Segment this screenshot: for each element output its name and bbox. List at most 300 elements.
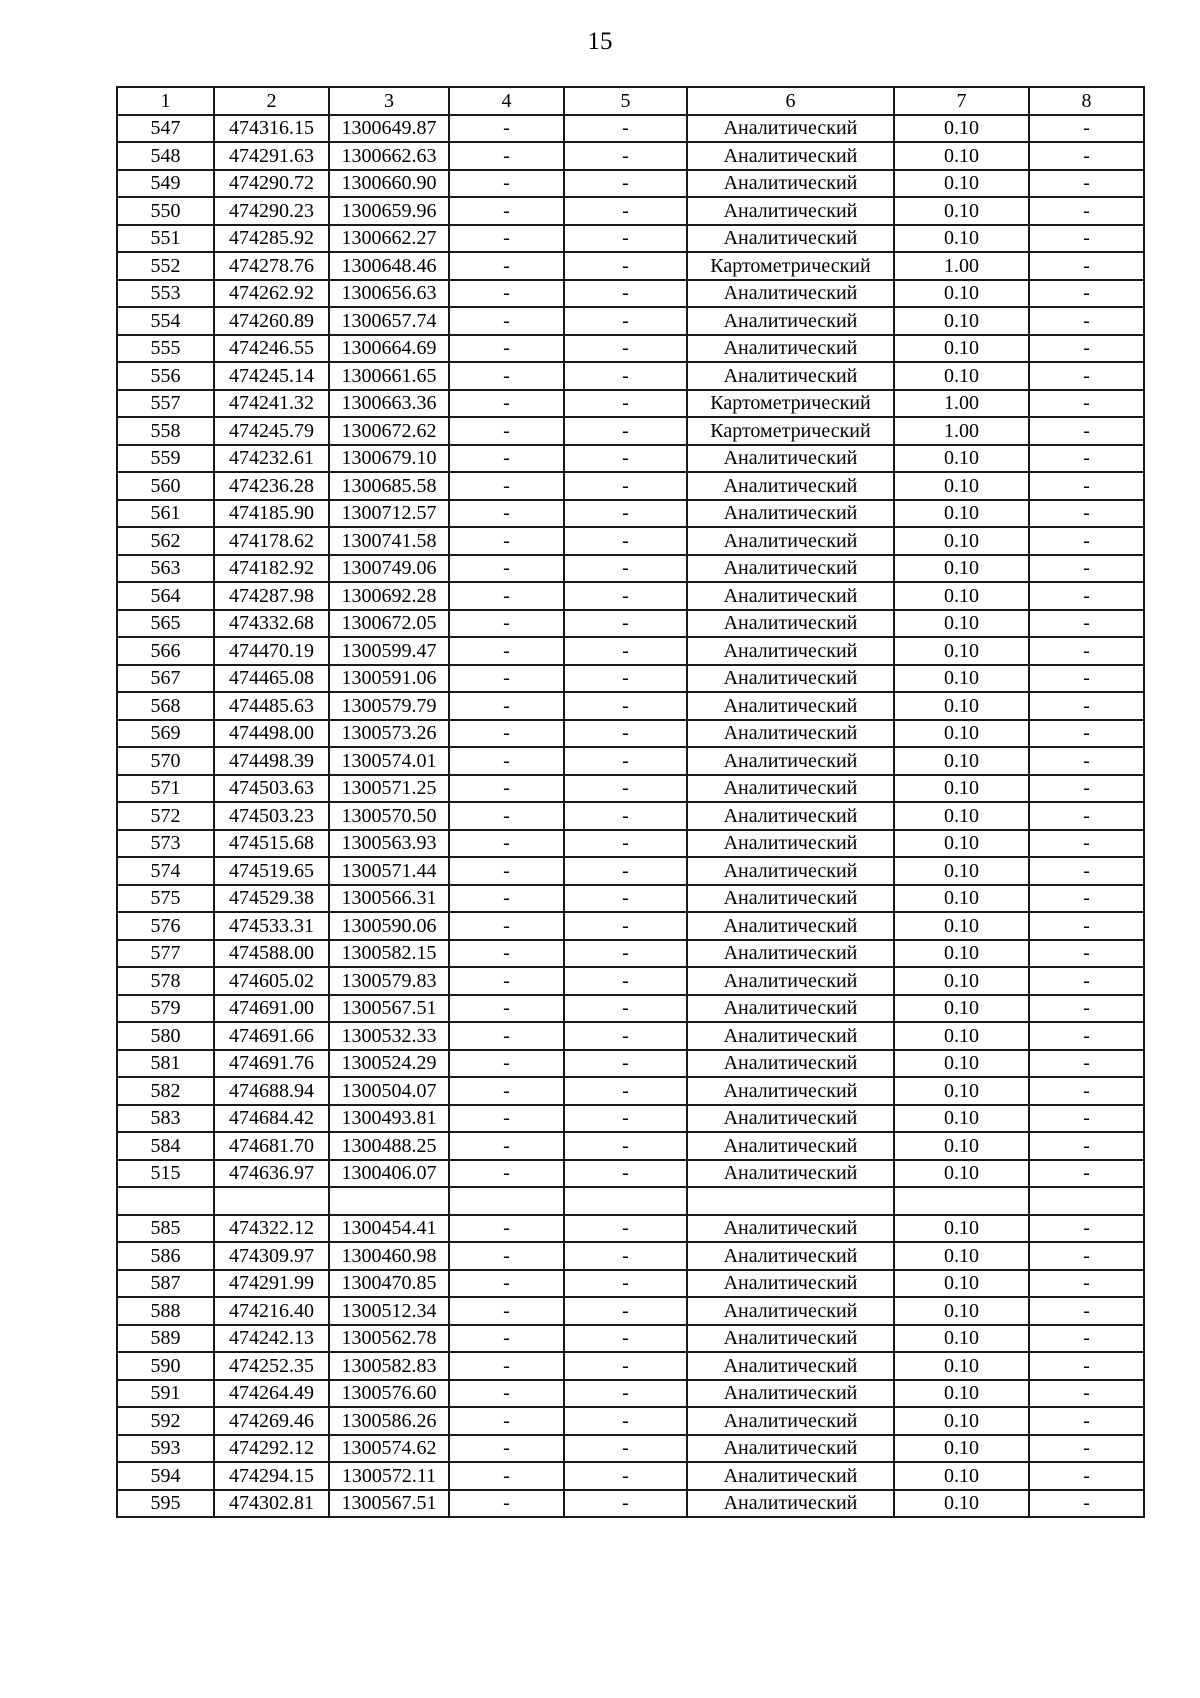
table-cell: - <box>564 885 687 913</box>
table-body <box>117 115 1144 1518</box>
table-cell: 592 <box>117 1407 214 1435</box>
table-cell: - <box>449 280 564 308</box>
column-header: 7 <box>894 87 1029 115</box>
table-cell: 0.10 <box>894 857 1029 885</box>
table-cell: Аналитический <box>687 1077 894 1105</box>
table-cell: - <box>449 1270 564 1298</box>
table-row <box>117 857 1144 885</box>
table-cell: 580 <box>117 1022 214 1050</box>
table-row <box>117 940 1144 968</box>
table-cell: 548 <box>117 142 214 170</box>
table-cell: 474290.23 <box>214 197 329 225</box>
table-cell: 0.10 <box>894 142 1029 170</box>
table-cell: 1300406.07 <box>329 1160 449 1188</box>
table-cell: 565 <box>117 610 214 638</box>
table-cell: - <box>1029 1325 1144 1353</box>
table-cell: 474269.46 <box>214 1407 329 1435</box>
table-cell: 0.10 <box>894 1380 1029 1408</box>
table-cell: Аналитический <box>687 1215 894 1243</box>
table-cell: 474691.66 <box>214 1022 329 1050</box>
table-cell: - <box>1029 1407 1144 1435</box>
table-cell: - <box>449 1050 564 1078</box>
table-cell: - <box>564 610 687 638</box>
table-cell: - <box>564 1297 687 1325</box>
table-cell: 1300488.25 <box>329 1132 449 1160</box>
table-cell: - <box>1029 830 1144 858</box>
table-cell: - <box>449 225 564 253</box>
table-cell: - <box>564 720 687 748</box>
table-row <box>117 280 1144 308</box>
table-cell: 1300572.11 <box>329 1462 449 1490</box>
table-cell: Аналитический <box>687 637 894 665</box>
table-cell: Аналитический <box>687 1297 894 1325</box>
table-cell: - <box>1029 555 1144 583</box>
table-cell: 561 <box>117 500 214 528</box>
table-cell: 0.10 <box>894 445 1029 473</box>
table-cell: - <box>449 747 564 775</box>
table-cell: 587 <box>117 1270 214 1298</box>
table-cell: 554 <box>117 307 214 335</box>
table-cell: 577 <box>117 940 214 968</box>
table-cell: 1300570.50 <box>329 802 449 830</box>
table-cell: - <box>449 967 564 995</box>
table-cell: 0.10 <box>894 225 1029 253</box>
table-cell: Аналитический <box>687 445 894 473</box>
table-cell: 1300573.26 <box>329 720 449 748</box>
table-cell: 474691.76 <box>214 1050 329 1078</box>
table-cell: - <box>1029 527 1144 555</box>
table-cell: Аналитический <box>687 1270 894 1298</box>
table-cell: 474264.49 <box>214 1380 329 1408</box>
table-cell: 0.10 <box>894 940 1029 968</box>
table-cell: - <box>564 1407 687 1435</box>
table-cell: 474688.94 <box>214 1077 329 1105</box>
table-cell: Аналитический <box>687 720 894 748</box>
table-row <box>117 1242 1144 1270</box>
table-cell: 555 <box>117 335 214 363</box>
table-cell: Аналитический <box>687 472 894 500</box>
table-cell: - <box>564 1490 687 1518</box>
table-cell: 590 <box>117 1352 214 1380</box>
table-cell: - <box>1029 445 1144 473</box>
table-cell: 1300567.51 <box>329 1490 449 1518</box>
table-cell: Аналитический <box>687 197 894 225</box>
table-cell: - <box>564 747 687 775</box>
table-cell: - <box>449 1407 564 1435</box>
table-cell: - <box>1029 197 1144 225</box>
table-cell: - <box>1029 1297 1144 1325</box>
table-cell: 474588.00 <box>214 940 329 968</box>
table-cell: 0.10 <box>894 1160 1029 1188</box>
table-cell: 474533.31 <box>214 912 329 940</box>
table-row <box>117 637 1144 665</box>
table-cell: - <box>449 802 564 830</box>
table-cell: - <box>564 1352 687 1380</box>
table-cell: 0.10 <box>894 637 1029 665</box>
table-cell: - <box>1029 417 1144 445</box>
table-cell: 1300582.83 <box>329 1352 449 1380</box>
table-cell: - <box>449 170 564 198</box>
table-cell: - <box>449 472 564 500</box>
table-cell: Аналитический <box>687 225 894 253</box>
page-number: 15 <box>587 28 613 55</box>
table-cell: 556 <box>117 362 214 390</box>
table-cell: 583 <box>117 1105 214 1133</box>
table-row <box>117 582 1144 610</box>
table-cell: - <box>449 142 564 170</box>
table-cell: Аналитический <box>687 1462 894 1490</box>
table-cell: 0.10 <box>894 610 1029 638</box>
table-cell: 1300662.63 <box>329 142 449 170</box>
table-cell: - <box>564 1050 687 1078</box>
table-row <box>117 527 1144 555</box>
table-cell: - <box>1029 472 1144 500</box>
table-cell: 562 <box>117 527 214 555</box>
table-cell: 1300672.05 <box>329 610 449 638</box>
table-cell: Аналитический <box>687 857 894 885</box>
table-cell: 1300660.90 <box>329 170 449 198</box>
table-cell: 569 <box>117 720 214 748</box>
table-cell: 576 <box>117 912 214 940</box>
table-cell: Аналитический <box>687 115 894 143</box>
table-cell: - <box>449 940 564 968</box>
table-row <box>117 912 1144 940</box>
table-cell: - <box>449 720 564 748</box>
table-cell: 474236.28 <box>214 472 329 500</box>
column-header: 6 <box>687 87 894 115</box>
table-cell: - <box>1029 1160 1144 1188</box>
table-cell: Аналитический <box>687 747 894 775</box>
table-header-row <box>117 87 1144 115</box>
table-cell: - <box>1029 362 1144 390</box>
table-row <box>117 1352 1144 1380</box>
table-cell: 474636.97 <box>214 1160 329 1188</box>
table-cell: - <box>1029 1105 1144 1133</box>
table-cell: 0.10 <box>894 197 1029 225</box>
table-cell: 1300749.06 <box>329 555 449 583</box>
table-cell: 474470.19 <box>214 637 329 665</box>
table-cell: Аналитический <box>687 1325 894 1353</box>
table-cell: Аналитический <box>687 500 894 528</box>
table-cell <box>449 1187 564 1215</box>
table-row <box>117 1077 1144 1105</box>
table-cell: Аналитический <box>687 1160 894 1188</box>
table-cell: - <box>449 1132 564 1160</box>
table-cell: 1300574.62 <box>329 1435 449 1463</box>
table-cell: 0.10 <box>894 1242 1029 1270</box>
table-row <box>117 1132 1144 1160</box>
table-cell: Аналитический <box>687 775 894 803</box>
coordinates-table <box>116 86 1145 1518</box>
table-cell: 573 <box>117 830 214 858</box>
table-cell: 550 <box>117 197 214 225</box>
table-cell <box>117 1187 214 1215</box>
table-cell: 474465.08 <box>214 665 329 693</box>
table-cell: - <box>449 775 564 803</box>
table-cell: 581 <box>117 1050 214 1078</box>
table-cell: 1300562.78 <box>329 1325 449 1353</box>
table-cell: - <box>564 1160 687 1188</box>
table-cell: 1300567.51 <box>329 995 449 1023</box>
table-cell: 594 <box>117 1462 214 1490</box>
table-cell: 474519.65 <box>214 857 329 885</box>
table-row <box>117 472 1144 500</box>
table-cell: Аналитический <box>687 280 894 308</box>
table-cell: - <box>1029 1022 1144 1050</box>
table-cell: 0.10 <box>894 830 1029 858</box>
table-cell: 563 <box>117 555 214 583</box>
table-cell <box>894 1187 1029 1215</box>
table-cell: 547 <box>117 115 214 143</box>
table-cell: 579 <box>117 995 214 1023</box>
table-cell: 474182.92 <box>214 555 329 583</box>
table-cell: 474681.70 <box>214 1132 329 1160</box>
table-cell: - <box>1029 665 1144 693</box>
table-cell: - <box>1029 802 1144 830</box>
table-cell: 1300661.65 <box>329 362 449 390</box>
table-cell: 1300582.15 <box>329 940 449 968</box>
table-cell: - <box>564 995 687 1023</box>
table-cell: - <box>564 390 687 418</box>
table-row <box>117 720 1144 748</box>
table-cell: 0.10 <box>894 995 1029 1023</box>
table-cell: 0.10 <box>894 1270 1029 1298</box>
table-cell: 0.10 <box>894 472 1029 500</box>
table-cell: - <box>1029 940 1144 968</box>
table-cell: - <box>449 417 564 445</box>
table-row <box>117 1325 1144 1353</box>
table-cell: 474302.81 <box>214 1490 329 1518</box>
table-cell: Аналитический <box>687 1242 894 1270</box>
table-row <box>117 390 1144 418</box>
table-cell: - <box>1029 1490 1144 1518</box>
table-cell: 588 <box>117 1297 214 1325</box>
table-cell: Аналитический <box>687 307 894 335</box>
table-cell: 1.00 <box>894 390 1029 418</box>
table-cell: - <box>564 912 687 940</box>
table-cell: - <box>1029 1132 1144 1160</box>
table-cell: 1300532.33 <box>329 1022 449 1050</box>
table-cell: 1300712.57 <box>329 500 449 528</box>
table-cell: 0.10 <box>894 362 1029 390</box>
table-cell: - <box>564 1435 687 1463</box>
table-cell: - <box>1029 252 1144 280</box>
table-cell: 578 <box>117 967 214 995</box>
table-cell <box>687 1187 894 1215</box>
table-cell: Аналитический <box>687 1490 894 1518</box>
column-header: 4 <box>449 87 564 115</box>
table-cell: - <box>1029 775 1144 803</box>
table-cell: 0.10 <box>894 912 1029 940</box>
table-cell: 1300563.93 <box>329 830 449 858</box>
table-row <box>117 1462 1144 1490</box>
table-cell: Аналитический <box>687 142 894 170</box>
table-row <box>117 1160 1144 1188</box>
table-cell: 474605.02 <box>214 967 329 995</box>
table-row <box>117 197 1144 225</box>
table-row <box>117 885 1144 913</box>
table-cell: Картометрический <box>687 417 894 445</box>
table-cell: 552 <box>117 252 214 280</box>
table-cell: 0.10 <box>894 720 1029 748</box>
table-cell: 1300672.62 <box>329 417 449 445</box>
table-cell: - <box>564 1242 687 1270</box>
table-cell: Аналитический <box>687 582 894 610</box>
table-row <box>117 830 1144 858</box>
table-cell: Аналитический <box>687 912 894 940</box>
table-cell: 0.10 <box>894 1132 1029 1160</box>
table-cell: 1300454.41 <box>329 1215 449 1243</box>
table-cell: 1300663.36 <box>329 390 449 418</box>
table-row <box>117 1435 1144 1463</box>
table-cell: 1300512.34 <box>329 1297 449 1325</box>
table-cell: - <box>449 252 564 280</box>
table-cell: - <box>564 197 687 225</box>
table-cell: 575 <box>117 885 214 913</box>
table-cell: 474262.92 <box>214 280 329 308</box>
column-header: 8 <box>1029 87 1144 115</box>
table-cell: 474185.90 <box>214 500 329 528</box>
table-cell: - <box>564 170 687 198</box>
table-cell: 0.10 <box>894 665 1029 693</box>
table-row <box>117 225 1144 253</box>
table-row <box>117 747 1144 775</box>
table-cell: 591 <box>117 1380 214 1408</box>
table-cell: 0.10 <box>894 1325 1029 1353</box>
table-cell: - <box>449 335 564 363</box>
table-cell: - <box>564 445 687 473</box>
table-row <box>117 1105 1144 1133</box>
table-cell: 0.10 <box>894 307 1029 335</box>
table-cell: Аналитический <box>687 1380 894 1408</box>
table-cell: - <box>1029 720 1144 748</box>
table-cell: - <box>564 362 687 390</box>
table-cell: - <box>449 555 564 583</box>
table-cell: 595 <box>117 1490 214 1518</box>
table-cell: 0.10 <box>894 335 1029 363</box>
table-cell: - <box>449 1380 564 1408</box>
table-cell: - <box>449 527 564 555</box>
table-cell: - <box>1029 610 1144 638</box>
table-cell: - <box>1029 1242 1144 1270</box>
table-cell: 1300656.63 <box>329 280 449 308</box>
table-cell: 1300460.98 <box>329 1242 449 1270</box>
table-row <box>117 1022 1144 1050</box>
table-cell: - <box>1029 747 1144 775</box>
table-row <box>117 142 1144 170</box>
table-cell: - <box>449 445 564 473</box>
table-row <box>117 555 1144 583</box>
table-cell: - <box>1029 1077 1144 1105</box>
table-cell: - <box>564 417 687 445</box>
table-row <box>117 335 1144 363</box>
table-cell: - <box>1029 912 1144 940</box>
table-cell: 570 <box>117 747 214 775</box>
table-cell: - <box>1029 1270 1144 1298</box>
table-cell: - <box>1029 967 1144 995</box>
table-cell: - <box>1029 1380 1144 1408</box>
table-cell: - <box>564 1380 687 1408</box>
table-cell: Аналитический <box>687 610 894 638</box>
table-cell: - <box>449 610 564 638</box>
table-cell: 584 <box>117 1132 214 1160</box>
table-cell: 0.10 <box>894 967 1029 995</box>
table-cell: 474515.68 <box>214 830 329 858</box>
table-cell: - <box>564 142 687 170</box>
table-cell: - <box>449 1215 564 1243</box>
table-cell: - <box>449 665 564 693</box>
table-cell: 474260.89 <box>214 307 329 335</box>
table-cell: - <box>564 1270 687 1298</box>
table-cell: - <box>449 1160 564 1188</box>
table-cell: 1300741.58 <box>329 527 449 555</box>
table-cell: 1300571.25 <box>329 775 449 803</box>
table-cell: - <box>1029 390 1144 418</box>
table-cell: - <box>564 555 687 583</box>
table-cell: - <box>564 1215 687 1243</box>
table-cell: - <box>564 472 687 500</box>
table-cell: - <box>564 1132 687 1160</box>
table-cell: 586 <box>117 1242 214 1270</box>
table-cell: - <box>564 665 687 693</box>
table-cell: - <box>564 115 687 143</box>
table-cell: 1300599.47 <box>329 637 449 665</box>
table-cell: - <box>1029 857 1144 885</box>
table-row <box>117 995 1144 1023</box>
table-cell <box>1029 1187 1144 1215</box>
table-cell: - <box>1029 692 1144 720</box>
table-cell: - <box>449 885 564 913</box>
table-cell: 0.10 <box>894 802 1029 830</box>
table-row <box>117 417 1144 445</box>
table-cell: Картометрический <box>687 390 894 418</box>
table-cell: 1300662.27 <box>329 225 449 253</box>
table-cell: Аналитический <box>687 362 894 390</box>
table-cell: 566 <box>117 637 214 665</box>
table-cell: 474529.38 <box>214 885 329 913</box>
table-row <box>117 252 1144 280</box>
table-cell: - <box>1029 280 1144 308</box>
table-cell: 567 <box>117 665 214 693</box>
table-cell: 551 <box>117 225 214 253</box>
table-cell: 571 <box>117 775 214 803</box>
table-cell: 1300664.69 <box>329 335 449 363</box>
table-cell: 474291.63 <box>214 142 329 170</box>
table-cell: 0.10 <box>894 1352 1029 1380</box>
column-header: 3 <box>329 87 449 115</box>
table-row <box>117 307 1144 335</box>
table-cell: 0.10 <box>894 1297 1029 1325</box>
table-cell: Аналитический <box>687 1352 894 1380</box>
table-cell: 474287.98 <box>214 582 329 610</box>
table-cell: - <box>449 692 564 720</box>
table-cell: 0.10 <box>894 115 1029 143</box>
table-cell: - <box>449 857 564 885</box>
table-cell: 0.10 <box>894 775 1029 803</box>
table-row <box>117 170 1144 198</box>
table-cell: 0.10 <box>894 692 1029 720</box>
table-cell: - <box>449 995 564 1023</box>
table-cell: - <box>449 1022 564 1050</box>
table-cell: 553 <box>117 280 214 308</box>
table-row <box>117 1215 1144 1243</box>
table-cell: 1300590.06 <box>329 912 449 940</box>
table-cell: Аналитический <box>687 1132 894 1160</box>
table-cell: 474242.13 <box>214 1325 329 1353</box>
table-cell: 474246.55 <box>214 335 329 363</box>
table-cell: 474691.00 <box>214 995 329 1023</box>
table-cell: 1300524.29 <box>329 1050 449 1078</box>
